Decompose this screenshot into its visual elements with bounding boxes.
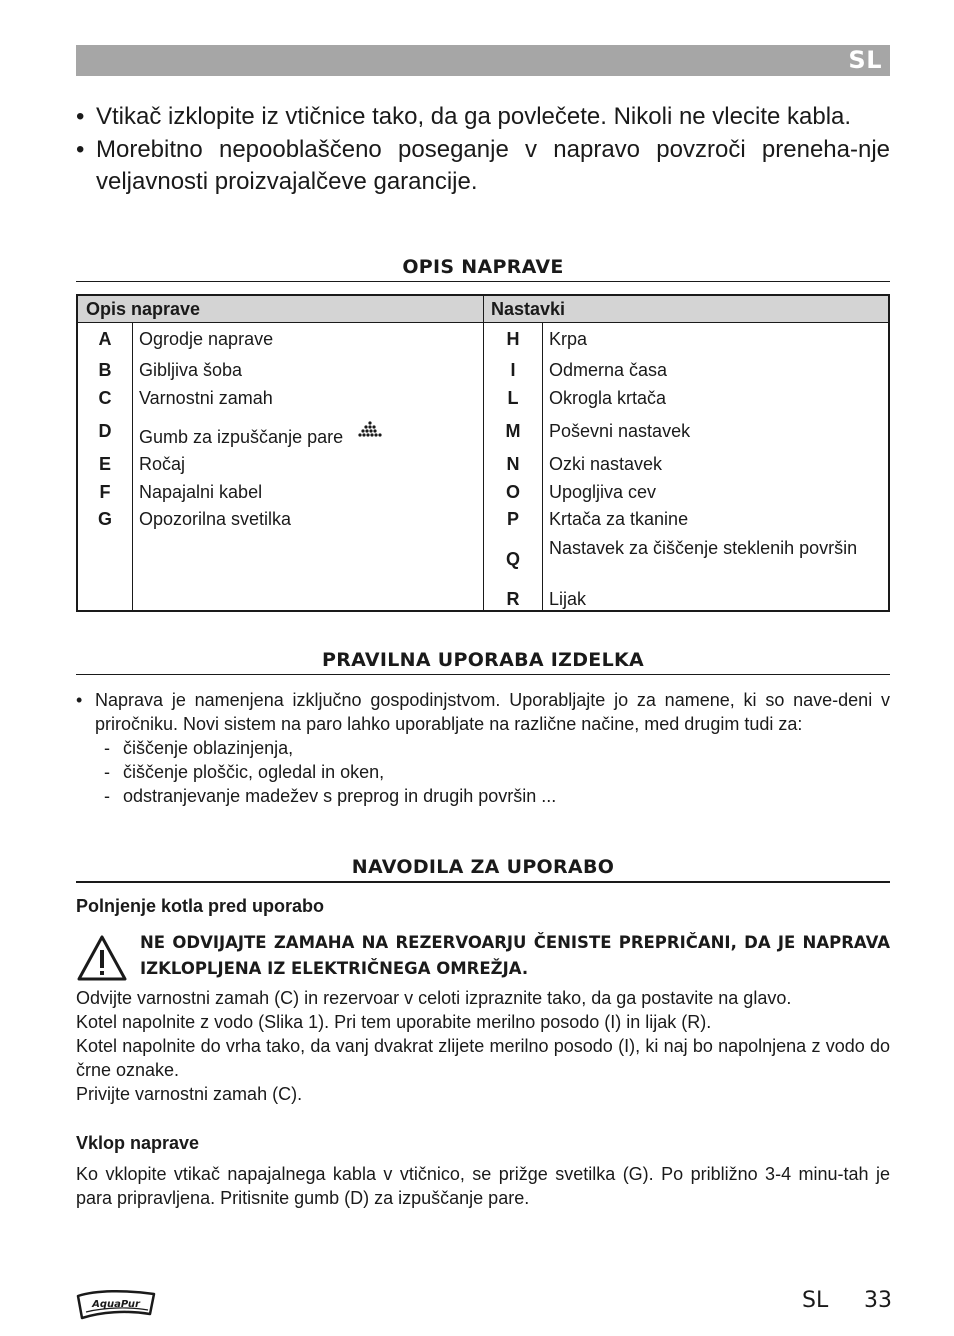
part-label: Napajalni kabel <box>139 482 263 502</box>
attachment-label: Krtača za tkanine <box>549 509 689 529</box>
table-header-right: Nastavki <box>491 299 566 319</box>
part-label-steam <box>139 426 384 448</box>
attachment-label: Nastavek za čiščenje steklenih površin <box>549 538 858 558</box>
usage-dash-item: - odstranjevanje madežev s preprog in drugih površin ... <box>76 784 890 808</box>
usage-section-body <box>76 688 890 808</box>
part-letter: D <box>98 421 112 441</box>
table-header-left: Opis naprave <box>86 299 201 319</box>
brand-logo-text: AquaPur <box>92 1299 140 1310</box>
instruction-paragraph: Privijte varnostni zamah (C). <box>76 1084 303 1104</box>
section-title-navodila: NAVODILA ZA UPORABO <box>76 856 890 883</box>
attachment-label: Odmerna časa <box>549 360 668 380</box>
usage-dash-item: - čiščenje ploščic, ogledal in oken, <box>76 760 890 784</box>
attachment-letter: R <box>506 589 520 609</box>
part-letter: E <box>98 454 111 474</box>
footer-language: SL <box>802 1288 829 1313</box>
part-letter: B <box>98 360 112 380</box>
attachment-label: Poševni nastavek <box>549 421 691 441</box>
instruction-paragraph: Odvijte varnostni zamah (C) in rezervoar v celoti izpraznite tako, da ga postavite na glavo. <box>76 988 792 1008</box>
intro-bullet: • Vtikač izklopite iz vtičnice tako, da ga povlečete. Nikoli ne vlecite kabla. <box>76 101 890 133</box>
usage-bullet: • Naprava je namenjena izključno gospodinjstvom. Uporabljajte jo za namene, ki so nave-deni v priročniku. Novi sistem na paro lahko uporabljate na različne načine, med drugim tudi za: <box>76 688 890 736</box>
part-label: Gumb za izpuščanje pare <box>139 427 344 447</box>
attachment-letter: L <box>507 388 519 408</box>
part-label: Gibljiva šoba <box>139 360 243 380</box>
part-letter: A <box>98 329 112 349</box>
language-header-bar <box>76 45 890 76</box>
attachment-letter: I <box>510 360 516 380</box>
attachment-label: Krpa <box>549 329 588 349</box>
table-divider <box>132 322 133 610</box>
parts-table <box>76 294 890 612</box>
part-letter: F <box>99 482 111 502</box>
part-letter: G <box>97 509 112 529</box>
attachment-label: Ozki nastavek <box>549 454 663 474</box>
part-label: Varnostni zamah <box>139 388 273 408</box>
steam-icon <box>356 420 384 442</box>
instruction-paragraph: Kotel napolnite do vrha tako, da vanj dvakrat zlijete merilno posodo (I), ki naj bo napolnjena z vodo do črne oznake. <box>76 1036 890 1080</box>
warning-icon <box>76 934 128 982</box>
page-number: 33 <box>864 1288 892 1313</box>
subheading-filling: Polnjenje kotla pred uporabo <box>76 896 325 916</box>
attachment-label: Okrogla krtača <box>549 388 667 408</box>
table-divider <box>542 322 543 610</box>
intro-bullet-list <box>76 101 890 199</box>
part-label: Ogrodje naprave <box>139 329 274 349</box>
instruction-paragraph: Ko vklopite vtikač napajalnega kabla v vtičnico, se prižge svetilka (G). Po približno 3-4 minu-tah je para pripravljena. Pritisnite gumb (D) za izpuščanje pare. <box>76 1164 890 1208</box>
attachment-letter: M <box>505 421 521 441</box>
warning-text: NE ODVIJAJTE ZAMAHA NA REZERVOARJU ČENISTE PREPRIČANI, DA JE NAPRAVA IZKLOPLJENA IZ ELEKTRIČNEGA OMREŽJA. <box>140 933 890 978</box>
attachment-letter: H <box>506 329 520 349</box>
brand-logo <box>76 1288 156 1320</box>
intro-bullet: • Morebitno nepooblaščeno poseganje v napravo povzroči preneha-nje veljavnosti proizvajalčeve garancije. <box>76 134 890 198</box>
attachment-letter: N <box>506 454 520 474</box>
attachment-label: Upogljiva cev <box>549 482 657 502</box>
attachment-letter: Q <box>505 549 520 569</box>
part-label: Opozorilna svetilka <box>139 509 292 529</box>
attachment-letter: P <box>506 509 519 529</box>
language-code: SL <box>848 46 882 74</box>
section-title-opis: OPIS NAPRAVE <box>76 256 890 282</box>
part-letter: C <box>98 388 112 408</box>
instruction-paragraph: Kotel napolnite z vodo (Slika 1). Pri tem uporabite merilno posodo (I) in lijak (R). <box>76 1012 712 1032</box>
filling-instructions <box>76 986 890 1106</box>
usage-dash-item: - čiščenje oblazinjenja, <box>76 736 890 760</box>
attachment-label: Lijak <box>549 589 587 609</box>
section-title-uporaba: PRAVILNA UPORABA IZDELKA <box>76 649 890 675</box>
subheading-power-on: Vklop naprave <box>76 1133 200 1153</box>
attachment-letter: O <box>505 482 520 502</box>
part-label: Ročaj <box>139 454 186 474</box>
